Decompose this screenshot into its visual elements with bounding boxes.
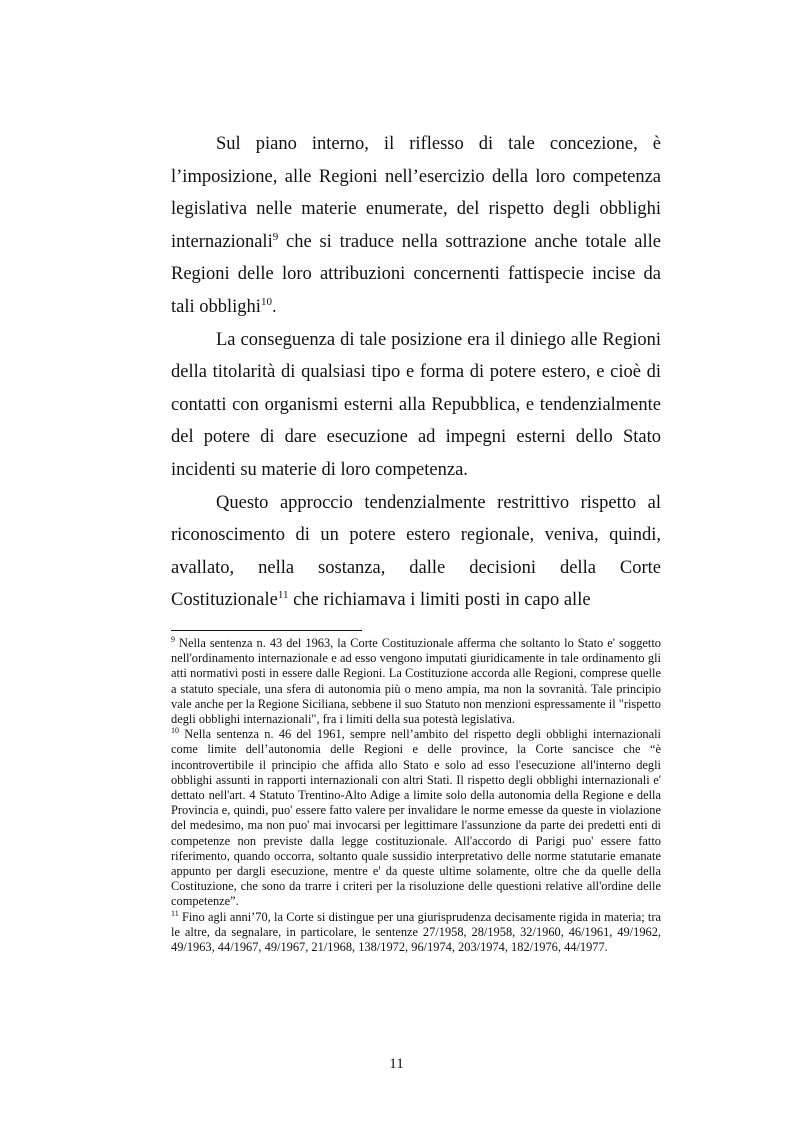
footnote-text: Nella sentenza n. 43 del 1963, la Corte Costituzionale afferma che soltanto lo Stato e' soggetto nell'ordinamento internazionale e ad esso vengono imputati giuridicamente in tale ordinamento gli atti normativi posti in essere dalle Regioni. La Costituzione accorda alle Regioni, comprese quelle a statuto speciale, una sfera di autonomia più o meno ampia, ma non la sovranità. Tale principio vale anche per la Regione Siciliana, sebbene il suo Statuto non menzioni espressamente il "rispetto degli obblighi internazionali", fra i limiti della sua potestà legislativa. (171, 636, 661, 727)
paragraph-1-text-a: Sul piano interno, il riflesso di tale concezione, è l’imposizione, alle Regioni nell’esercizio della loro competenza legislativa nelle materie enumerate, del rispetto degli obblighi internazionali (171, 134, 661, 252)
footnote-number: 10 (171, 726, 179, 736)
footnote-separator (171, 630, 362, 631)
paragraph-3-text-a: Questo approccio tendenzialmente restrittivo rispetto al riconoscimento di un potere estero regionale, veniva, quindi, avallato, nella sostanza, dalle decisioni della Corte Costituzionale (171, 492, 661, 611)
footnote-number: 11 (171, 908, 179, 918)
paragraph-2: La conseguenza di tale posizione era il diniego alle Regioni della titolarità di qualsiasi tipo e forma di potere estero, e cioè di contatti con organismi esterni alla Repubblica, e tendenzialmente del potere di dare esecuzione ad impegni esterni dello Stato incidenti su materie di loro competenza. (171, 329, 661, 480)
paragraph-1 (171, 128, 661, 324)
footnote-ref-10: 10 (260, 295, 272, 308)
paragraph-3-text-b: che richiamava i limiti posti in capo alle (288, 590, 591, 611)
paragraph-1-text-b: che si traduce nella sottrazione anche totale alle Regioni delle loro attribuzioni concernenti fattispecie incise da tali obblighi (171, 231, 661, 317)
footnote-ref-9: 9 (272, 230, 279, 243)
footnotes (171, 636, 661, 955)
page-number: 11 (389, 1056, 404, 1072)
footnote-9 (171, 636, 661, 727)
footnote-text: Nella sentenza n. 46 del 1961, sempre nell’ambito del rispetto degli obblighi internazionali come limite dell’autonomia delle Regioni e delle province, la Corte sancisce che “è incontrovertibile il principio che affida allo Stato e solo ad esso l'esecuzione all'interno degli obblighi assunti in rapporti internazionali con altri Stati. Il rispetto degli obblighi internazionali e' dettato nell'art. 4 Statuto Trentino-Alto Adige a limite solo della autonomia della Regione e della Provincia e, quindi, puo' essere fatto valere per invalidare le norme emesse da queste in violazione del medesimo, ma non puo' mai invocarsi per legittimare l'assunzione da parte dei predetti enti di competenze non previste dalla legge costituzionale. All'accordo di Parigi puo' essere fatto riferimento, quando occorra, soltanto quale sussidio interpretativo delle norme statutarie emanate appunto per dargli esecuzione, mentre e' da queste ultime solamente, oltre che da quelle della Costituzione, che sono da trarre i criteri per la risoluzione delle questioni relative all'ordine delle competenze”. (171, 727, 661, 909)
footnote-ref-11: 11 (277, 589, 289, 602)
paragraph-3 (171, 487, 661, 617)
footnote-number: 9 (171, 635, 175, 644)
footnote-11 (171, 910, 661, 956)
footnote-10 (171, 727, 661, 909)
paragraph-1-text-c: . (271, 296, 277, 317)
main-text (171, 128, 661, 617)
footnote-text: Fino agli anni’70, la Corte si distingue per una giurisprudenza decisamente rigida in materia; tra le altre, da segnalare, in particolare, le sentenze 27/1958, 28/1958, 32/1960, 46/1961, 49/1962, 49/1963, 44/1967, 49/1967, 21/1968, 138/1972, 96/1974, 203/1974, 182/1976, 44/1977. (171, 909, 661, 955)
